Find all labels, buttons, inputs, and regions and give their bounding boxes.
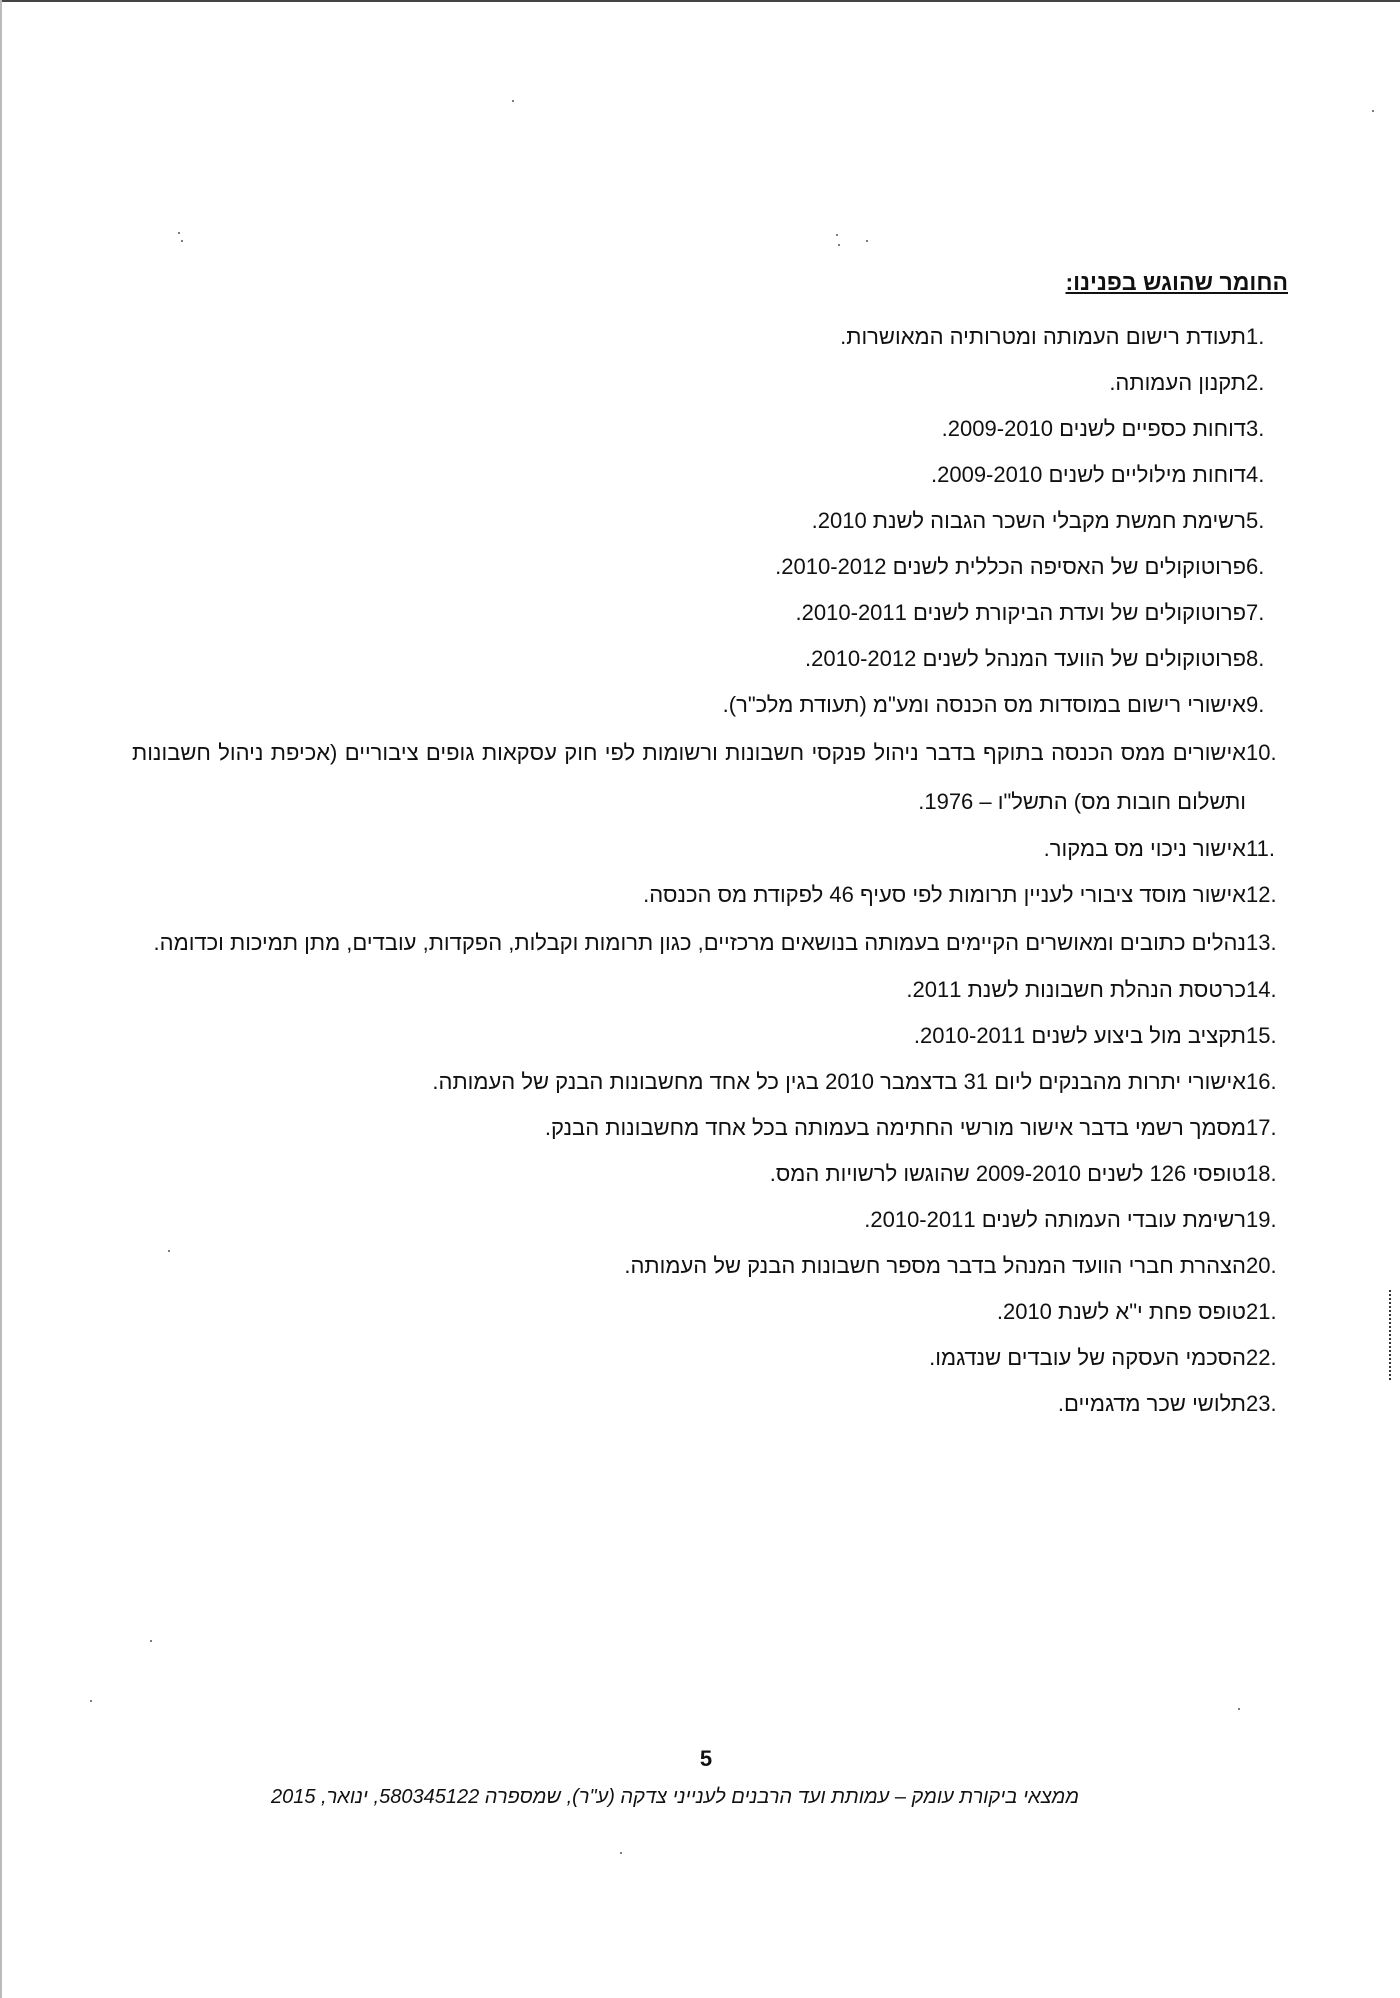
list-item xyxy=(132,452,1288,498)
list-item-number: 10. xyxy=(1246,740,1277,765)
list-item-number: 23. xyxy=(1246,1391,1277,1416)
list-item xyxy=(132,872,1288,918)
list-item-number: 17. xyxy=(1246,1115,1277,1140)
list-item-text: אישורי רישום במוסדות מס הכנסה ומע"מ (תעודת מלכ"ר). xyxy=(722,692,1246,717)
scan-speck xyxy=(1372,110,1374,112)
list-item-number: 4. xyxy=(1246,462,1265,487)
list-item-text: טופס פחת י"א לשנת 2010. xyxy=(996,1299,1246,1324)
list-item-text: אישורי יתרות מהבנקים ליום 31 בדצמבר 2010 בגין כל אחד מחשבונות הבנק של העמותה. xyxy=(432,1069,1246,1094)
list-item-text: טופסי 126 לשנים 2009-2010 שהוגשו לרשויות המס. xyxy=(769,1161,1246,1186)
scan-speck xyxy=(1238,1708,1240,1710)
list-item xyxy=(132,498,1288,544)
list-item-number: 13. xyxy=(1246,930,1277,955)
list-item xyxy=(132,314,1288,360)
scan-speck xyxy=(150,1640,152,1642)
list-item xyxy=(132,544,1288,590)
list-item xyxy=(132,1105,1288,1151)
list-item xyxy=(132,918,1288,967)
list-item xyxy=(132,1381,1288,1427)
list-item xyxy=(132,728,1288,826)
list-item-text: תעודת רישום העמותה ומטרותיה המאושרות. xyxy=(840,324,1246,349)
scan-speck xyxy=(181,240,183,242)
scan-speck xyxy=(620,1852,622,1854)
list-item-number: 8. xyxy=(1246,646,1265,671)
list-item xyxy=(132,636,1288,682)
list-item-text: כרטסת הנהלת חשבונות לשנת 2011. xyxy=(906,977,1246,1002)
list-item-number: 20. xyxy=(1246,1253,1277,1278)
list-item xyxy=(132,360,1288,406)
list-item-text: דוחות מילוליים לשנים 2009-2010. xyxy=(930,462,1246,487)
list-item-number: 19. xyxy=(1246,1207,1277,1232)
left-edge-line xyxy=(0,0,2,1998)
scan-margin-mark xyxy=(1389,1290,1394,1380)
page-number: 5 xyxy=(699,1746,713,1771)
list-item xyxy=(132,1013,1288,1059)
list-item-text: דוחות כספיים לשנים 2009-2010. xyxy=(941,416,1246,441)
list-item-text: תקציב מול ביצוע לשנים 2010-2011. xyxy=(913,1023,1246,1048)
list-item xyxy=(132,1243,1288,1289)
list-item-number: 12. xyxy=(1246,882,1277,907)
list-item xyxy=(132,1197,1288,1243)
list-item-number: 6. xyxy=(1246,554,1265,579)
list-item xyxy=(132,1335,1288,1381)
scan-speck xyxy=(866,240,868,242)
scan-speck xyxy=(178,232,180,234)
list-item-number: 7. xyxy=(1246,600,1265,625)
list-item-number: 16. xyxy=(1246,1069,1277,1094)
scan-speck xyxy=(836,234,838,236)
list-item-number: 9. xyxy=(1246,692,1265,717)
list-item xyxy=(132,682,1288,728)
list-item-number: 1. xyxy=(1246,324,1265,349)
list-item-text: הסכמי העסקה של עובדים שנדגמו. xyxy=(929,1345,1246,1370)
list-item-number: 3. xyxy=(1246,416,1265,441)
list-item-text: פרוטוקולים של האסיפה הכללית לשנים 2010-2012. xyxy=(775,554,1246,579)
list-item-number: 18. xyxy=(1246,1161,1277,1186)
top-edge-line xyxy=(0,0,1400,2)
list-item xyxy=(132,826,1288,872)
list-item xyxy=(132,1289,1288,1335)
list-item-text: אישור ניכוי מס במקור. xyxy=(1043,836,1246,861)
scan-speck xyxy=(512,100,514,102)
section-heading: החומר שהוגש בפנינו: xyxy=(1065,269,1288,295)
list-item-number: 15. xyxy=(1246,1023,1277,1048)
list-item-text: אישורים ממס הכנסה בתוקף בדבר ניהול פנקסי חשבונות ורשומות לפי חוק עסקאות גופים ציבוריים (אכיפת ניהול חשבונות ותשלום חובות מס) התשל"ו – 1976. xyxy=(132,740,1246,814)
list-item xyxy=(132,1059,1288,1105)
list-item-text: פרוטוקולים של ועדת הביקורת לשנים 2010-2011. xyxy=(795,600,1246,625)
list-item-number: 14. xyxy=(1246,977,1277,1002)
list-item-text: אישור מוסד ציבורי לעניין תרומות לפי סעיף 46 לפקודת מס הכנסה. xyxy=(643,882,1246,907)
page-footer: ממצאי ביקורת עומק – עמותת ועד הרבנים לענייני צדקה (ע"ר), שמספרה 580345122, ינואר, 2015 xyxy=(270,1786,1080,1808)
list-item xyxy=(132,967,1288,1013)
material-list xyxy=(132,314,1288,1427)
scan-speck xyxy=(838,244,840,246)
list-item-text: נהלים כתובים ומאושרים הקיימים בעמותה בנושאים מרכזיים, כגון תרומות וקבלות, הפקדות, עובדים, מתן תמיכות וכדומה. xyxy=(153,930,1246,955)
list-item-number: 21. xyxy=(1246,1299,1277,1324)
list-item-text: תלושי שכר מדגמיים. xyxy=(1057,1391,1246,1416)
list-item-text: פרוטוקולים של הוועד המנהל לשנים 2010-2012. xyxy=(805,646,1246,671)
list-item-number: 5. xyxy=(1246,508,1265,533)
scan-speck xyxy=(90,1700,92,1702)
list-item-number: 22. xyxy=(1246,1345,1277,1370)
list-item-text: הצהרת חברי הוועד המנהל בדבר מספר חשבונות הבנק של העמותה. xyxy=(624,1253,1246,1278)
list-item-text: רשימת עובדי העמותה לשנים 2010-2011. xyxy=(864,1207,1246,1232)
list-item xyxy=(132,1151,1288,1197)
list-item xyxy=(132,590,1288,636)
document-content xyxy=(132,262,1288,1427)
list-item-text: רשימת חמשת מקבלי השכר הגבוה לשנת 2010. xyxy=(811,508,1246,533)
list-item-text: מסמך רשמי בדבר אישור מורשי החתימה בעמותה בכל אחד מחשבונות הבנק. xyxy=(544,1115,1246,1140)
list-item-number: 11. xyxy=(1246,836,1275,861)
list-item-number: 2. xyxy=(1246,370,1265,395)
list-item xyxy=(132,406,1288,452)
list-item-text: תקנון העמותה. xyxy=(1109,370,1246,395)
